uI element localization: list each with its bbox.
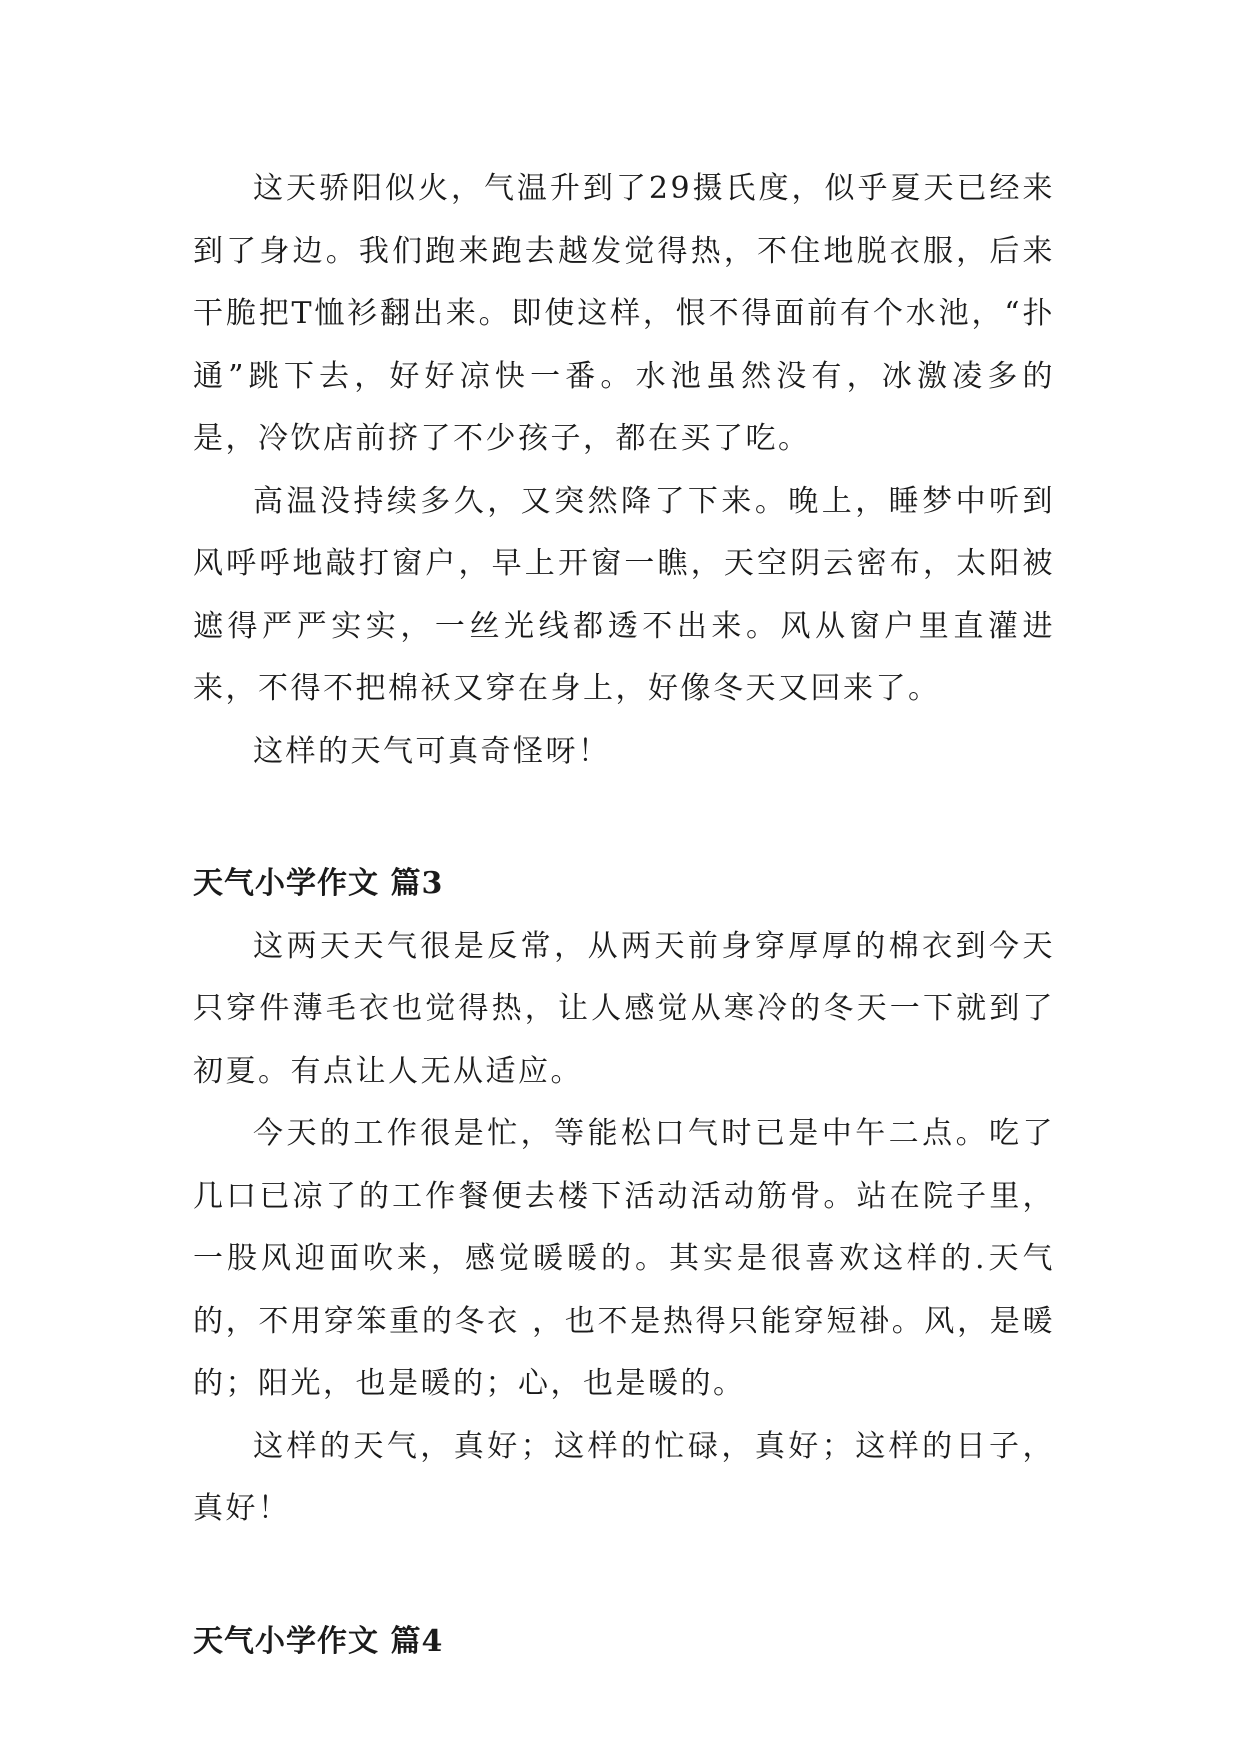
section-spacer: [193, 1541, 1055, 1611]
paragraph: 这样的天气可真奇怪呀！: [253, 733, 611, 769]
document-page: [193, 158, 1055, 1673]
paragraph: 这天骄阳似火，气温升到了29摄氏度，似乎夏天已经来到了身边。我们跑来跑去越发觉得热，不住地脱衣服，后来干脆把T恤衫翻出来。即使这样，恨不得面前有个水池，“扑通”跳下去，好好凉快一番。水池虽然没有，冰激凌多的是，冷饮店前挤了不少孩子，都在买了吃。: [193, 171, 1055, 456]
section-spacer: [193, 783, 1055, 853]
paragraph: 高温没持续多久，又突然降了下来。晚上，睡梦中听到风呼呼地敲打窗户，早上开窗一瞧，天空阴云密布，太阳被遮得严严实实，一丝光线都透不出来。风从窗户里直灌进来，不得不把棉袄又穿在身上，好像冬天又回来了。: [193, 483, 1055, 706]
paragraph: 这样的天气，真好；这样的忙碌，真好；这样的日子，真好！: [193, 1428, 1055, 1526]
paragraph: 这两天天气很是反常，从两天前身穿厚厚的棉衣到今天只穿件薄毛衣也觉得热，让人感觉从寒冷的冬天一下就到了初夏。有点让人无从适应。: [193, 928, 1055, 1089]
section-heading: 天气小学作文 篇4: [193, 1623, 444, 1659]
paragraph: 今天的工作很是忙，等能松口气时已是中午二点。吃了几口已凉了的工作餐便去楼下活动活动筋骨。站在院子里，一股风迎面吹来，感觉暖暖的。其实是很喜欢这样的.天气的，不用穿笨重的冬衣 ，也不是热得只能穿短褂。风，是暖的；阳光，也是暖的；心，也是暖的。: [193, 1116, 1055, 1401]
section-heading: 天气小学作文 篇3: [193, 866, 444, 901]
